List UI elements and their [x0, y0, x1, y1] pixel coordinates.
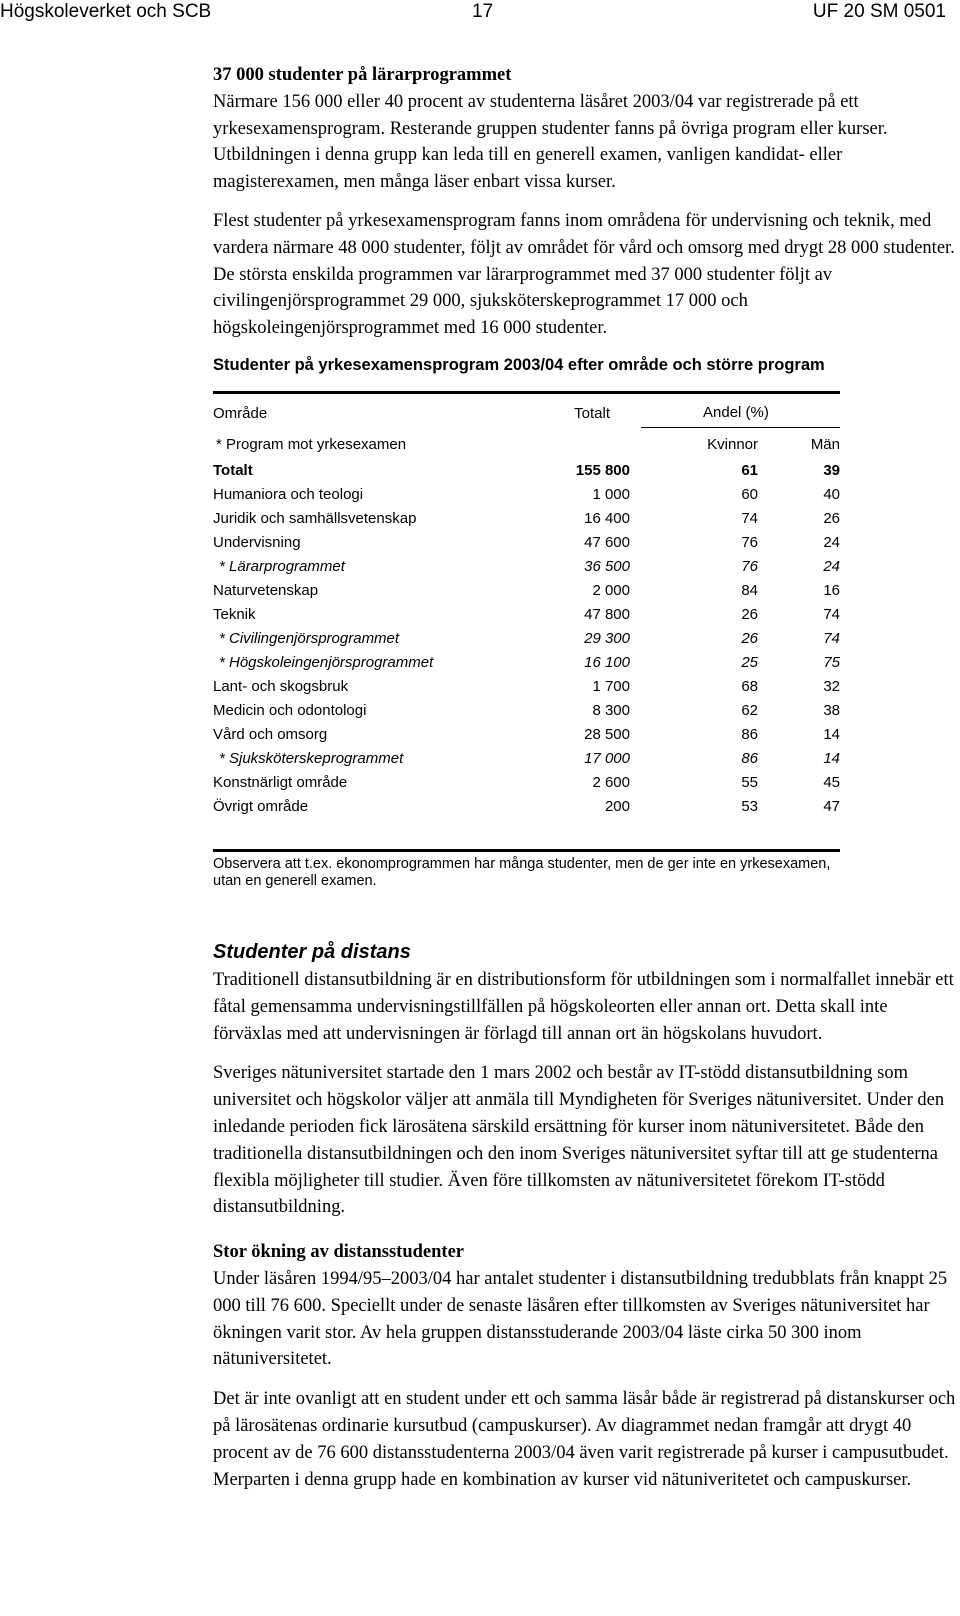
- row-label: * Sjuksköterskeprogrammet: [219, 749, 404, 767]
- column-subheader-program: * Program mot yrkesexamen: [216, 435, 407, 453]
- row-total: 28 500: [584, 725, 630, 743]
- report-id: UF 20 SM 0501: [812, 1, 946, 22]
- row-label: Totalt: [213, 461, 253, 479]
- table-note: Observera att t.ex. ekonomprogrammen har många studenter, men de ger inte en yrkesexamen, utan en generell examen.: [213, 855, 831, 890]
- row-women-share: 25: [741, 653, 758, 671]
- paragraph: Traditionell distansutbildning är en distributionsform för utbildningen som i normalfallet innebär ett fåtal gemensamma undervisningstillfällen på högskoleorten eller annan ort. Detta skall inte förväxlas med att undervisningen är förlagd till annan ort än högskolans huvudort.: [213, 969, 954, 1044]
- row-women-share: 74: [741, 509, 758, 527]
- page-header: [0, 0, 960, 30]
- row-label: Konstnärligt område: [213, 773, 348, 791]
- row-men-share: 40: [823, 485, 840, 503]
- row-total: 1 000: [592, 485, 630, 503]
- row-women-share: 61: [741, 461, 758, 479]
- column-header-women: Kvinnor: [707, 435, 758, 453]
- row-total: 2 600: [592, 773, 630, 791]
- table-row: [213, 675, 840, 699]
- table-row: [213, 723, 840, 747]
- paragraph: Det är inte ovanligt att en student under ett och samma läsår både är registrerad på distanskurser och på lärosätenas ordinarie kursutbud (campuskurser). Av diagrammet nedan framgår att drygt 40 procent av de 76 600 distansstudenterna 2003/04 även varit registrerade på kurser i campusutbudet. Merparten i denna grupp hade en kombination av kurser vid nätuniveritetet och campuskurser.: [213, 1389, 956, 1490]
- row-men-share: 45: [823, 773, 840, 791]
- section-heading: 37 000 studenter på lärarprogrammet: [213, 65, 512, 85]
- table-header-row: [213, 399, 840, 429]
- row-total: 47 600: [584, 533, 630, 551]
- row-men-share: 24: [823, 533, 840, 551]
- row-men-share: 24: [823, 557, 840, 575]
- row-women-share: 68: [741, 677, 758, 695]
- row-women-share: 26: [741, 605, 758, 623]
- row-men-share: 32: [823, 677, 840, 695]
- table-row: [213, 699, 840, 723]
- row-women-share: 60: [741, 485, 758, 503]
- row-label: Humaniora och teologi: [213, 485, 364, 503]
- row-men-share: 74: [823, 605, 840, 623]
- row-label: * Lärarprogrammet: [219, 557, 345, 575]
- column-header-total: Totalt: [574, 404, 610, 422]
- row-label: Juridik och samhällsvetenskap: [213, 509, 417, 527]
- section-teacher-programs: [213, 62, 957, 342]
- row-women-share: 53: [741, 797, 758, 815]
- page-number: 17: [472, 1, 494, 22]
- row-label: Vård och omsorg: [213, 725, 328, 743]
- row-total: 29 300: [584, 629, 630, 647]
- row-men-share: 39: [823, 461, 840, 479]
- row-total: 8 300: [592, 701, 630, 719]
- row-women-share: 26: [741, 629, 758, 647]
- table-row: [213, 507, 840, 531]
- row-label: Naturvetenskap: [213, 581, 319, 599]
- data-table: [213, 391, 840, 852]
- table-row: [213, 483, 840, 507]
- section-heading: Stor ökning av distansstudenter: [213, 1242, 465, 1263]
- paragraph: Flest studenter på yrkesexamensprogram fanns inom områdena för undervisning och teknik, med vardera närmare 48 000 studenter, följt av området för vård och omsorg med drygt 28 000 studenter. De största enskilda programmen var lärarprogrammet med 37 000 studenter följt av civilingenjörsprogrammet 29 000, sjuksköterskeprogrammet 17 000 och högskoleingenjörsprogrammet med 16 000 studenter.: [213, 210, 955, 339]
- row-label: Medicin och odontologi: [213, 701, 367, 719]
- column-header-area: Område: [213, 404, 268, 422]
- row-total: 16 100: [584, 653, 630, 671]
- row-total: 17 000: [584, 749, 630, 767]
- page-content: [213, 62, 957, 1493]
- row-total: 200: [604, 797, 630, 815]
- row-men-share: 26: [823, 509, 840, 527]
- table-title: Studenter på yrkesexamensprogram 2003/04 efter område och större program: [213, 355, 825, 374]
- row-total: 1 700: [592, 677, 630, 695]
- table-row: [213, 771, 840, 795]
- table-row: [213, 747, 840, 771]
- row-total: 36 500: [584, 557, 630, 575]
- row-total: 16 400: [584, 509, 630, 527]
- row-total: 47 800: [584, 605, 630, 623]
- header-publisher: Högskoleverket och SCB: [0, 1, 212, 22]
- table-row: [213, 555, 840, 579]
- row-women-share: 55: [741, 773, 758, 791]
- row-label: Teknik: [213, 605, 256, 623]
- table-row: [213, 651, 840, 675]
- row-women-share: 86: [741, 725, 758, 743]
- row-total: 2 000: [592, 581, 630, 599]
- row-women-share: 84: [741, 581, 758, 599]
- row-men-share: 47: [823, 797, 840, 815]
- row-women-share: 76: [741, 557, 758, 575]
- paragraph: Närmare 156 000 eller 40 procent av studenterna läsåret 2003/04 var registrerade på ett yrkesexamensprogram. Resterande gruppen studenter fanns på övriga program eller kurser. Utbildningen i denna grupp kan leda till en generell examen, vanligen kandidat- eller magisterexamen, men många läser enbart vissa kurser.: [213, 91, 888, 193]
- row-women-share: 76: [741, 533, 758, 551]
- paragraph: Under läsåren 1994/95–2003/04 har antalet studenter i distansutbildning tredubblats från knappt 25 000 till 76 600. Speciellt under de senaste läsåren efter tillkomsten av Sveriges nätuniversitet har ökningen varit stor. Av hela gruppen distansstuderande 2003/04 läste cirka 50 300 inom nätuniversitetet.: [213, 1268, 948, 1370]
- row-men-share: 74: [823, 629, 840, 647]
- paragraph: Sveriges nätuniversitet startade den 1 mars 2002 och består av IT-stödd distansutbildning som universitet och högskolor väljer att anmäla till Myndigheten för Sveriges nätuniversitet. Under den inledande perioden fick lärosätena särskild ersättning för kurser inom nätuniversitetet. Både den traditionella distansutbildningen och den inom Sveriges nätuniversitet syftar till att ge studenterna flexibla möjligheter till studier. Även före tillkomsten av nätuniversitetet förekom IT-stödd distansutbildning.: [213, 1063, 945, 1218]
- table-row: [213, 459, 840, 483]
- row-label: * Civilingenjörsprogrammet: [219, 629, 400, 647]
- section-heading-distance: Studenter på distans: [213, 940, 411, 963]
- row-label: * Högskoleingenjörsprogrammet: [219, 653, 434, 671]
- row-men-share: 14: [823, 749, 840, 767]
- table-row: [213, 579, 840, 603]
- table-spacer: [213, 819, 840, 849]
- table-body: [213, 459, 840, 819]
- row-label: Lant- och skogsbruk: [213, 677, 349, 695]
- row-men-share: 38: [823, 701, 840, 719]
- table-subheader-row: [213, 429, 840, 459]
- row-label: Övrigt område: [213, 797, 309, 815]
- row-men-share: 75: [823, 653, 840, 671]
- row-label: Undervisning: [213, 533, 301, 551]
- column-header-men: Män: [810, 435, 840, 453]
- row-total: 155 800: [575, 461, 630, 479]
- row-women-share: 86: [741, 749, 758, 767]
- row-men-share: 14: [823, 725, 840, 743]
- table-row: [213, 627, 840, 651]
- column-header-share: Andel (%): [641, 399, 840, 428]
- section-distance: [213, 967, 957, 1493]
- table-row: [213, 795, 840, 819]
- table-row: [213, 531, 840, 555]
- row-women-share: 62: [741, 701, 758, 719]
- row-men-share: 16: [823, 581, 840, 599]
- table-row: [213, 603, 840, 627]
